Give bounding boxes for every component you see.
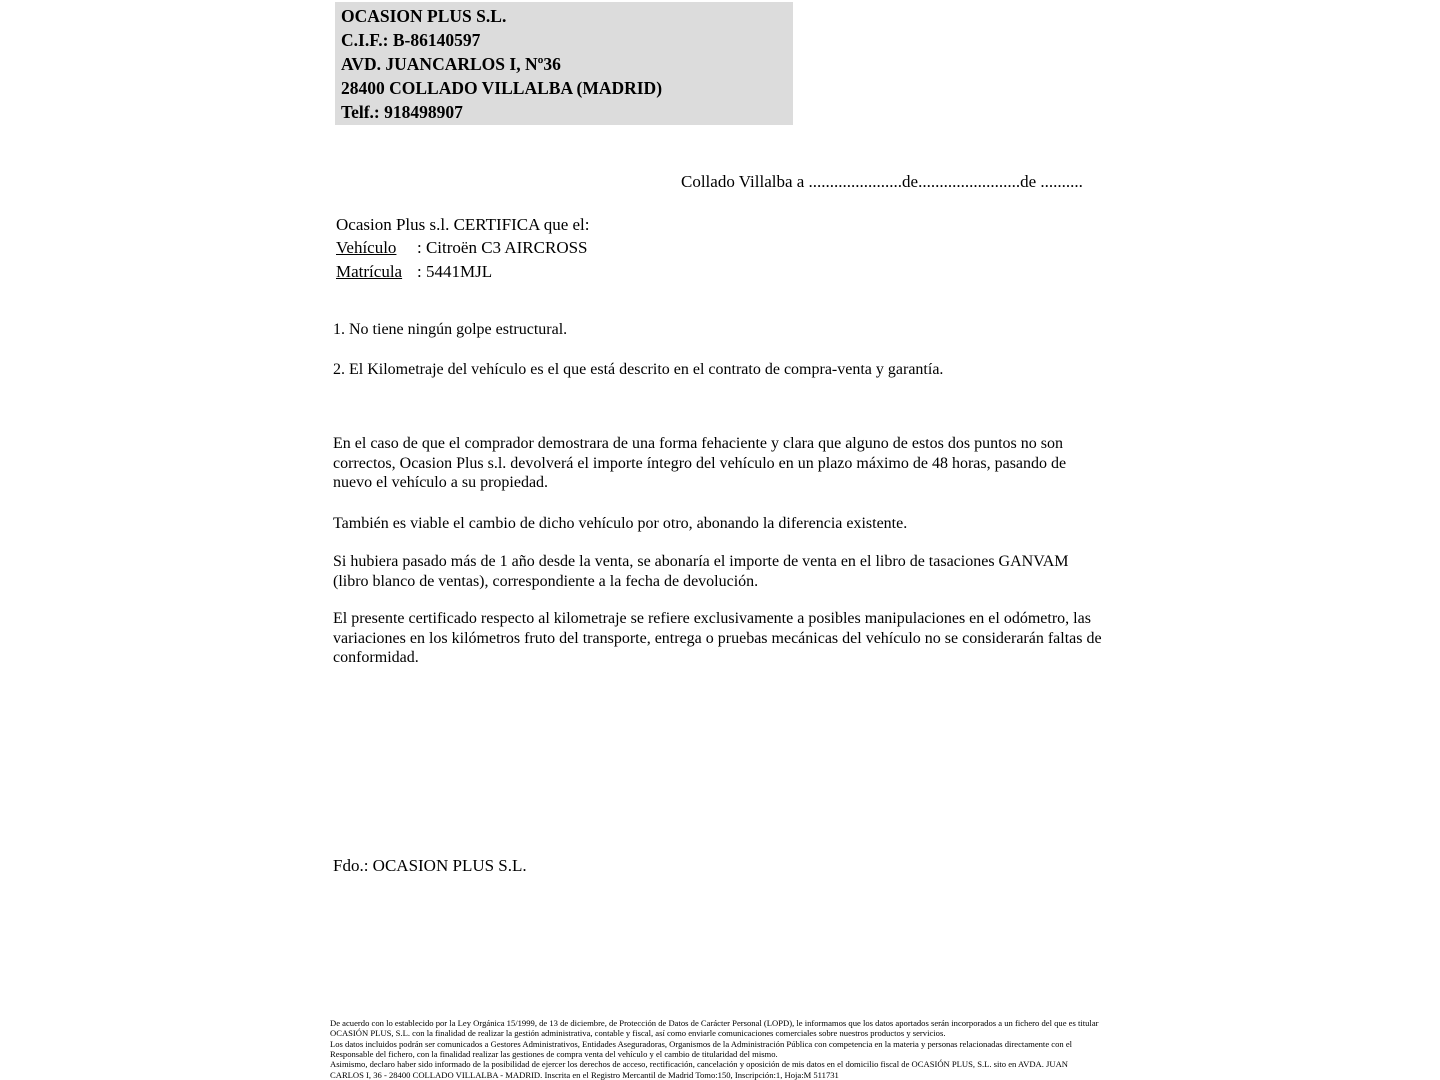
legal-footer-line: CARLOS I, 36 - 28400 COLLADO VILLALBA - MADRID. Inscrita en el Registro Mercantil de Madrid Tomo:150, Inscripción:1, Hoja:M 511731 bbox=[330, 1069, 839, 1080]
legal-footer-line: De acuerdo con lo establecido por la Ley Orgánica 15/1999, de 13 de diciembre, de Protección de Datos de Carácter Personal (LOPD), le informamos que los datos aportados serán incorporados a un fichero del que es titular bbox=[330, 1018, 1099, 1028]
paragraph-odometer: El presente certificado respecto al kilometraje se refiere exclusivamente a posibles manipulaciones en el odómetro, las variaciones en los kilómetros fruto del transporte, entrega o pruebas mecánicas del vehículo no se considerarán faltas de conformidad. bbox=[333, 610, 1102, 666]
plate-row bbox=[336, 260, 590, 283]
legal-footer-line: OCASIÓN PLUS, S.L. con la finalidad de realizar la gestión administrativa, contable y fiscal, así como enviarle comunicaciones comerciales sobre nuestros productos y servicios. bbox=[330, 1028, 946, 1039]
company-city: 28400 COLLADO VILLALBA (MADRID) bbox=[341, 78, 663, 98]
signature-line: Fdo.: OCASION PLUS S.L. bbox=[333, 856, 527, 875]
paragraph-exchange: También es viable el cambio de dicho vehículo por otro, abonando la diferencia existente. bbox=[333, 515, 908, 532]
point-structural-damage: 1. No tiene ningún golpe estructural. bbox=[333, 321, 568, 338]
paragraph-ganvam: Si hubiera pasado más de 1 año desde la venta, se abonaría el importe de venta en el libro de tasaciones GANVAM (libro blanco de ventas), correspondiente a la fecha de devolución. bbox=[333, 553, 1069, 590]
plate-value: : 5441MJL bbox=[417, 261, 493, 281]
paragraph-refund: En el caso de que el comprador demostrara de una forma fehaciente y clara que alguno de estos dos puntos no son correctos, Ocasion Plus s.l. devolverá el importe íntegro del vehículo en un plazo máximo de 48 horas, pasando de nuevo el vehículo a su propiedad. bbox=[333, 435, 1067, 491]
company-header bbox=[335, 2, 793, 125]
vehicle-row bbox=[336, 236, 590, 259]
vehicle-label: Vehículo bbox=[336, 238, 397, 258]
legal-footer-line: Responsable del fichero, con la finalidad realizar las gestiones de compra venta del vehículo y el cambio de titularidad del mismo. bbox=[330, 1049, 778, 1060]
company-phone: Telf.: 918498907 bbox=[341, 102, 463, 122]
legal-footer-line: Asimismo, declaro haber sido informado de la posibilidad de ejercer los derechos de acceso, rectificación, cancelación y oposición de mis datos en el domicilio fiscal de OCASIÓN PLUS, S.L. sito en AVDA. JUAN bbox=[330, 1059, 1069, 1070]
company-cif: C.I.F.: B-86140597 bbox=[341, 30, 481, 50]
vehicle-value: : Citroën C3 AIRCROSS bbox=[417, 238, 588, 258]
certification-intro: Ocasion Plus s.l. CERTIFICA que el: bbox=[336, 215, 590, 234]
point-mileage: 2. El Kilometraje del vehículo es el que está descrito en el contrato de compra-venta y garantía. bbox=[333, 361, 944, 378]
date-line: Collado Villalba a ......................de........................de .......... bbox=[681, 172, 1083, 191]
legal-footer-line: Los datos incluidos podrán ser comunicados a Gestores Administrativos, Entidades Aseguradoras, Organismos de la Administración Pública con competencia en la materia y personas relacionadas directamente con el bbox=[330, 1038, 1073, 1049]
certification-block bbox=[336, 213, 590, 283]
company-name: OCASION PLUS S.L. bbox=[341, 6, 507, 26]
legal-footer bbox=[330, 1018, 1130, 1080]
plate-label: Matrícula bbox=[336, 261, 403, 281]
company-address: AVD. JUANCARLOS I, Nº36 bbox=[341, 54, 561, 74]
